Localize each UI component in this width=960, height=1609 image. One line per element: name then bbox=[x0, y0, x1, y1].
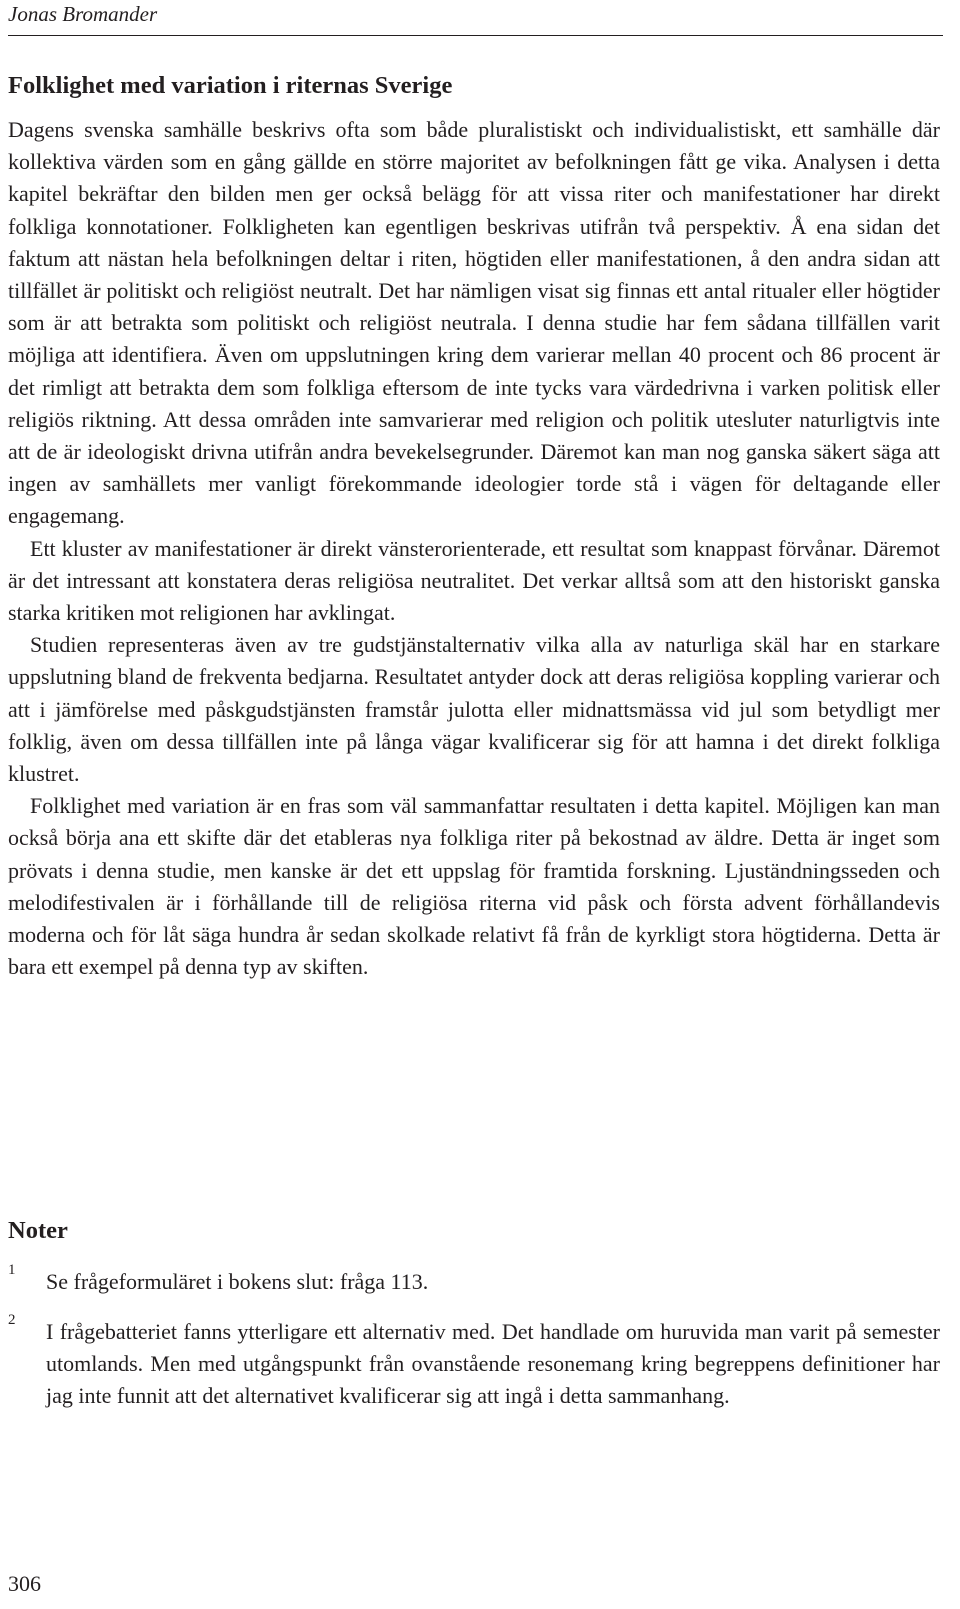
footnote-number: 1 bbox=[8, 1262, 16, 1278]
paragraph-3: Studien representeras även av tre gudstjänstalternativ vilka alla av naturliga skäl har en starkare uppslutning bland de frekventa bedjarna. Resultatet antyder dock att deras religiösa koppling varierar och att i jämförelse med påskgudstjänsten framstår julotta eller midnattsmässa vid jul som betydligt mer folklig, även om dessa tillfällen inte på långa vägar kvalificerar sig för att hamna i det direkt folkliga klustret. bbox=[8, 632, 940, 787]
notes-title: Noter bbox=[8, 1217, 68, 1244]
footnote-number: 2 bbox=[8, 1312, 16, 1328]
footnote-2 bbox=[8, 1312, 940, 1413]
paragraph-4: Folklighet med variation är en fras som väl sammanfattar resultaten i detta kapitel. Möjligen kan man också börja ana ett skifte där det etableras nya folkliga riter på bekostnad av äldre. Detta är inget som prövats i denna studie, men kanske är det ett uppslag för framtida forskning. Ljuständningsseden och melodifestivalen är i förhållande till de religiösa riterna vid påsk och första advent förhållandevis moderna och för låt säga hundra år sedan skolkade relativt få från de kyrkligt stora högtiderna. Detta är bara ett exempel på denna typ av skiften. bbox=[8, 793, 940, 980]
section-body bbox=[8, 114, 940, 983]
header-rule bbox=[8, 35, 943, 36]
paragraph-1: Dagens svenska samhälle beskrivs ofta som både pluralistiskt och individualistiskt, ett samhälle där kollektiva värden som en gång gällde en större majoritet av befolkningen fått ge vika. Analysen i detta kapitel bekräftar den bilden men ger också belägg för att vissa riter och manifestationer har direkt folkliga konnotationer. Folkligheten kan egentligen beskrivas utifrån två perspektiv. Å ena sidan det faktum att nästan hela befolkningen deltar i riten, högtiden eller manifestationen, å den andra sidan att tillfället är politiskt och religiöst neutralt. Det har nämligen visat sig finnas ett antal ritualer eller högtider som är att betrakta som politiskt och religiöst neutrala. I denna studie har fem sådana tillfällen varit möjliga att identifiera. Även om uppslutningen kring dem varierar mellan 40 procent och 86 procent är det rimligt att betrakta dem som folkliga eftersom de inte tycks vara värdedrivna i varken politisk eller religiös riktning. Att dessa områden inte samvarierar med religion och politik utesluter naturligtvis inte att de är ideologiskt drivna utifrån andra bevekelsegrunder. Däremot kan man nog ganska säkert säga att ingen av samhällets mer vanligt förekommande ideologier torde stå i vägen för deltagande eller engagemang. bbox=[8, 117, 940, 529]
footnote-text: I frågebatteriet fanns ytterligare ett alternativ med. Det handlade om huruvida man varit på semester utomlands. Men med utgångspunkt från ovanstående resonemang kring begreppens definitioner har jag inte funnit att det alternativet kvalificerar sig att ingå i detta sammanhang. bbox=[46, 1319, 940, 1409]
page-number: 306 bbox=[8, 1571, 41, 1596]
footnote-1 bbox=[8, 1262, 940, 1298]
book-page bbox=[8, 0, 943, 1609]
paragraph-2: Ett kluster av manifestationer är direkt vänsterorienterade, ett resultat som knappast förvånar. Däremot är det intressant att konstatera deras religiösa neutralitet. Det verkar alltså som att den historiskt ganska starka kritiken mot religionen har avklingat. bbox=[8, 535, 940, 626]
section-title: Folklighet med variation i riternas Sverige bbox=[8, 72, 453, 99]
footnote-text: Se frågeformuläret i bokens slut: fråga 113. bbox=[46, 1269, 429, 1294]
running-head: Jonas Bromander bbox=[8, 2, 158, 26]
